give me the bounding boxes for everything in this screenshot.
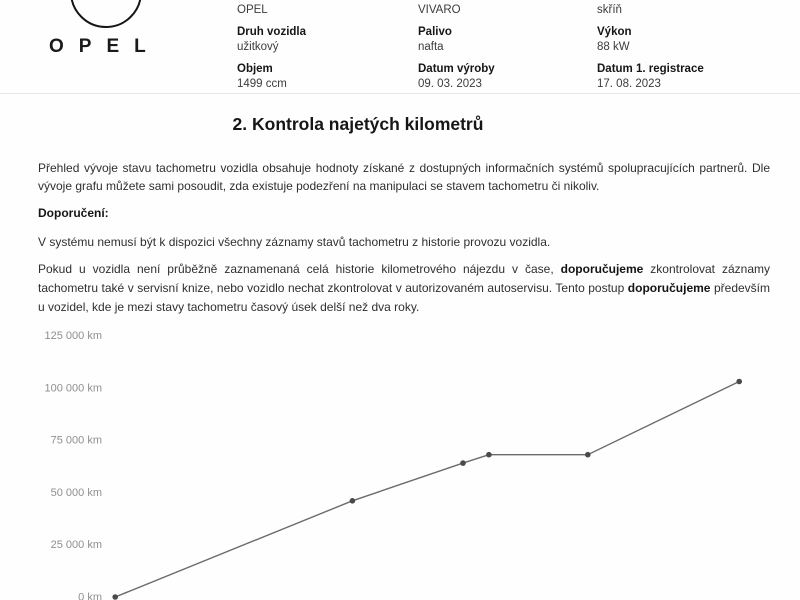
section-title: 2. Kontrola najetých kilometrů [232,114,484,134]
body-type-value: skříň [597,4,622,16]
power-label: Výkon [597,26,632,38]
vehicle-model-value: VIVARO [418,4,461,16]
engine-volume-value: 1499 ccm [237,78,287,90]
vehicle-type-value: užitkový [237,41,279,53]
advice-bold-segment: doporučujeme [560,262,644,276]
fuel-label: Palivo [418,26,452,38]
odometer-data-point [486,452,492,458]
recommendation-label: Doporučení: [38,206,109,220]
y-axis-tick-label: 0 km [78,591,102,600]
odometer-data-point [585,452,591,458]
production-date-label: Datum výroby [418,63,495,75]
odometer-data-point [460,460,466,466]
odometer-data-point [112,594,118,600]
vehicle-info-column-3 [597,0,704,92]
odometer-line [115,382,739,598]
advice-bold-segment: doporučujeme [627,281,711,295]
opel-logo-circle-icon [70,0,142,28]
y-axis-tick-label: 25 000 km [50,539,102,552]
odometer-chart-svg [0,320,800,600]
opel-wordmark: OPEL [49,36,161,57]
vehicle-brand-value: OPEL [237,4,268,16]
odometer-data-point [350,498,356,504]
fuel-value: nafta [418,41,444,53]
advice-text-segment: především u vozidel, kde je mezi stavy tachometru časový úsek delší než dva roky. [38,281,770,314]
first-registration-value: 17. 08. 2023 [597,78,661,90]
vehicle-info-column-2 [418,0,495,92]
vehicle-info-column-1 [237,0,306,92]
advice-text-segment: zkontrolovat záznamy tachometru také v servisní knize, nebo vozidlo nechat zkontrolovat v autorizovaném autoservisu. Tento postup [38,262,770,295]
header-divider [0,93,800,94]
paragraph-advice [38,260,770,317]
y-axis-tick-label: 125 000 km [44,330,102,342]
y-axis-tick-label: 100 000 km [44,382,102,395]
y-axis-tick-label: 75 000 km [50,434,102,447]
y-axis-tick-label: 50 000 km [50,486,102,499]
odometer-data-point [736,379,742,385]
production-date-value: 09. 03. 2023 [418,78,482,90]
paragraph-system-note: V systému nemusí být k dispozici všechny záznamy stavů tachometru z historie provozu vozidla. [38,235,551,249]
power-value: 88 kW [597,41,630,53]
engine-volume-label: Objem [237,63,273,75]
odometer-history-chart [0,320,800,600]
advice-text-segment: Pokud u vozidla není průběžně zaznamenaná celá historie kilometrového nájezdu v čase, [38,262,561,276]
first-registration-label: Datum 1. registrace [597,63,704,75]
paragraph-overview: Přehled vývoje stavu tachometru vozidla obsahuje hodnoty získané z dostupných informačních systémů spolupracujících partnerů. Dle vývoje grafu můžete sami posoudit, zda existuje podezření na manipulaci se stavem tachometru či nikoliv. [38,161,770,194]
vehicle-type-label: Druh vozidla [237,26,307,38]
